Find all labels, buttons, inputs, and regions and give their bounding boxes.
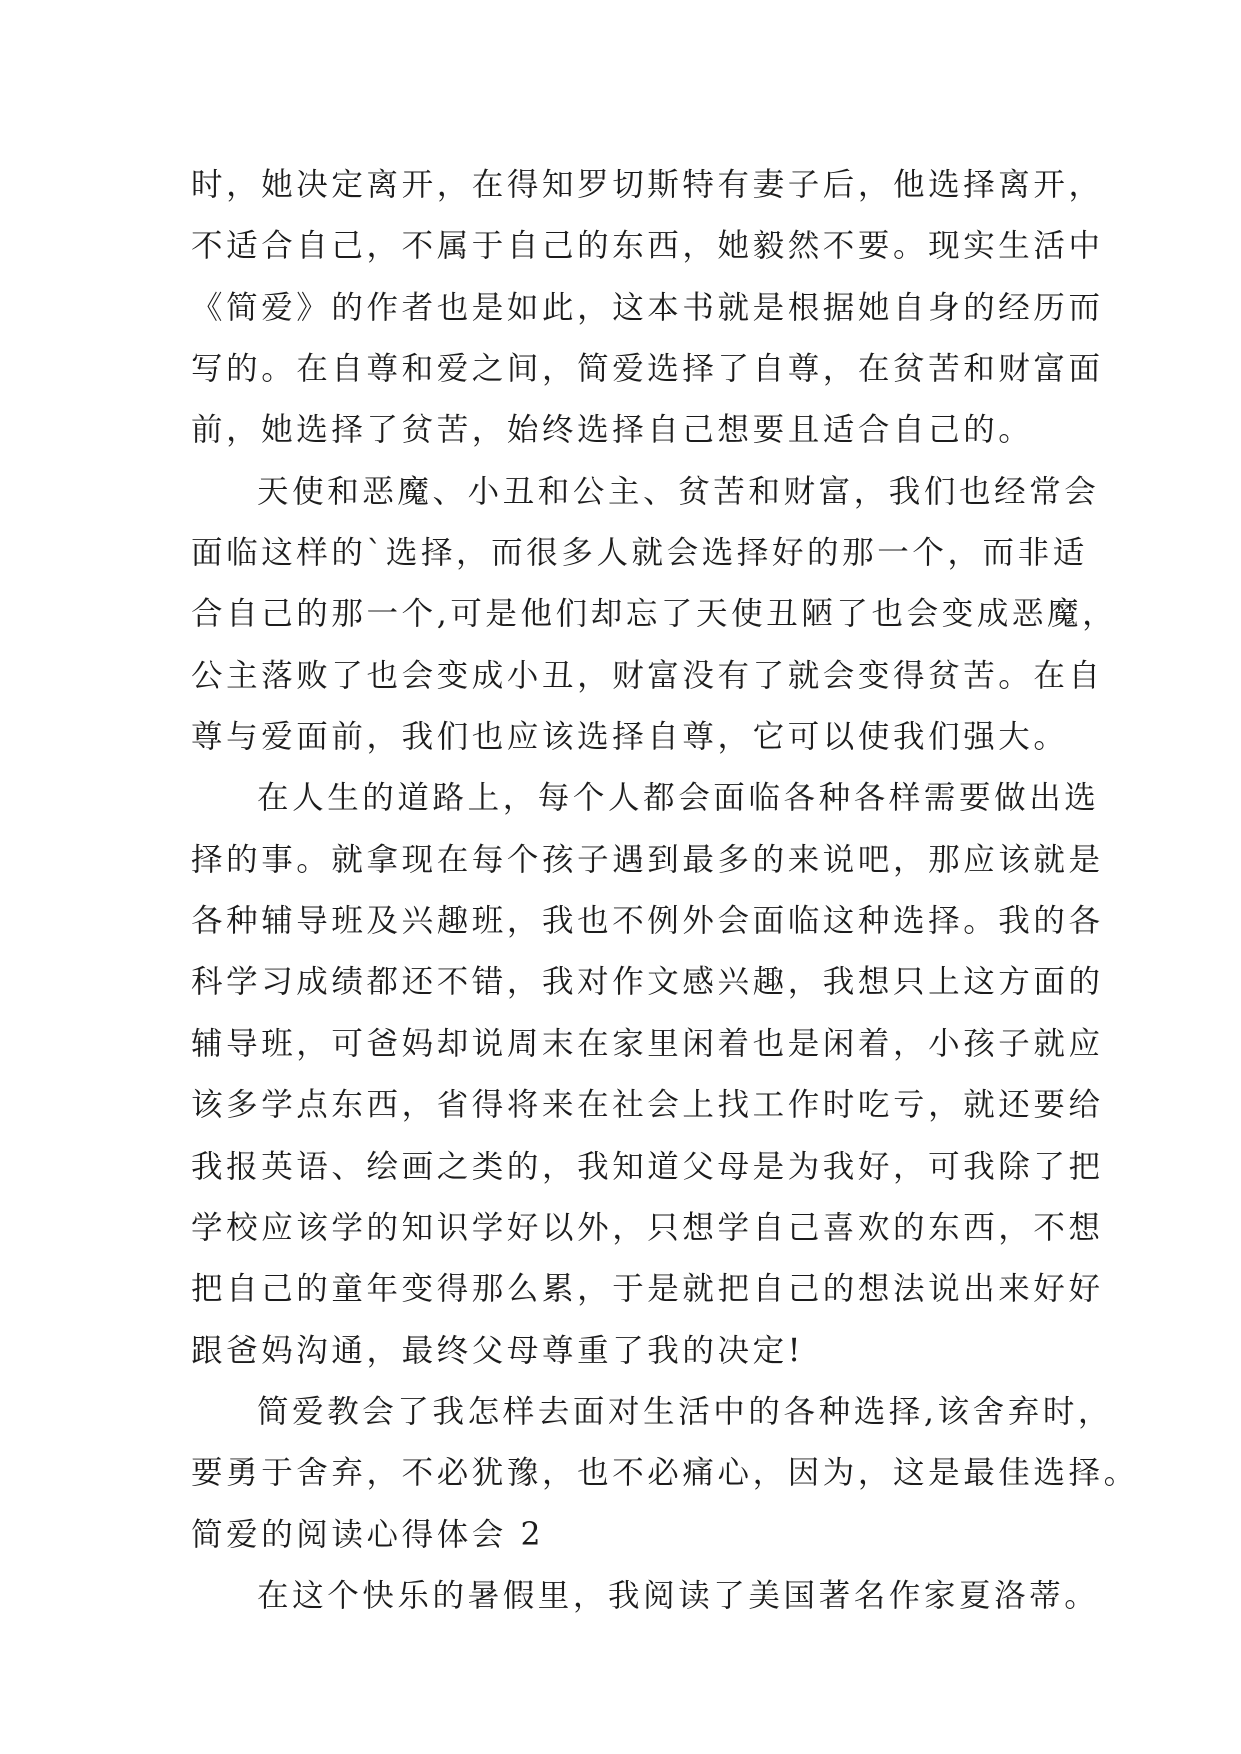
paragraph-line: 科学习成绩都还不错，我对作文感兴趣，我想只上这方面的 — [191, 964, 1104, 1001]
paragraph-line: 不适合自己，不属于自己的东西，她毅然不要。现实生活中 — [191, 228, 1104, 265]
paragraph-line: 面临这样的`选择，而很多人就会选择好的那一个，而非适 — [191, 535, 1088, 572]
paragraph-line: 《简爱》的作者也是如此，这本书就是根据她自身的经历而 — [191, 289, 1104, 326]
paragraph-line: 择的事。就拿现在每个孩子遇到最多的来说吧，那应该就是 — [191, 841, 1104, 878]
paragraph-first-line: 天使和恶魔、小丑和公主、贫苦和财富，我们也经常会 — [257, 473, 1100, 510]
paragraph-line: 合自己的那一个,可是他们却忘了天使丑陋了也会变成恶魔， — [191, 596, 1118, 633]
paragraph-first-line: 简爱教会了我怎样去面对生活中的各种选择,该舍弃时， — [257, 1393, 1114, 1430]
paragraph-line: 尊与爱面前，我们也应该选择自尊，它可以使我们强大。 — [191, 719, 1069, 756]
paragraph-line: 时，她决定离开，在得知罗切斯特有妻子后，他选择离开， — [191, 167, 1104, 203]
paragraph-line: 跟爸妈沟通，最终父母尊重了我的决定! — [191, 1332, 804, 1369]
paragraph-line: 写的。在自尊和爱之间，简爱选择了自尊，在贫苦和财富面 — [191, 351, 1104, 388]
section-heading: 简爱的阅读心得体会 2 — [191, 1516, 545, 1553]
paragraph-line: 学校应该学的知识学好以外，只想学自己喜欢的东西，不想 — [191, 1209, 1104, 1246]
paragraph-line: 把自己的童年变得那么累，于是就把自己的想法说出来好好 — [191, 1271, 1104, 1308]
document-body — [191, 155, 1139, 1627]
paragraph-line: 前，她选择了贫苦，始终选择自己想要且适合自己的。 — [191, 412, 1034, 449]
paragraph-line: 公主落败了也会变成小丑，财富没有了就会变得贫苦。在自 — [191, 657, 1104, 694]
paragraph-line: 辅导班，可爸妈却说周末在家里闲着也是闲着，小孩子就应 — [191, 1025, 1104, 1062]
paragraph-first-line: 在人生的道路上，每个人都会面临各种各样需要做出选 — [257, 780, 1100, 817]
paragraph-line: 要勇于舍弃，不必犹豫，也不必痛心，因为，这是最佳选择。 — [191, 1455, 1139, 1492]
paragraph-first-line: 在这个快乐的暑假里，我阅读了美国著名作家夏洛蒂。 — [257, 1577, 1100, 1614]
paragraph-line: 该多学点东西，省得将来在社会上找工作时吃亏，就还要给 — [191, 1087, 1104, 1124]
paragraph-line: 各种辅导班及兴趣班，我也不例外会面临这种选择。我的各 — [191, 903, 1104, 940]
paragraph-line: 我报英语、绘画之类的，我知道父母是为我好，可我除了把 — [191, 1148, 1104, 1185]
